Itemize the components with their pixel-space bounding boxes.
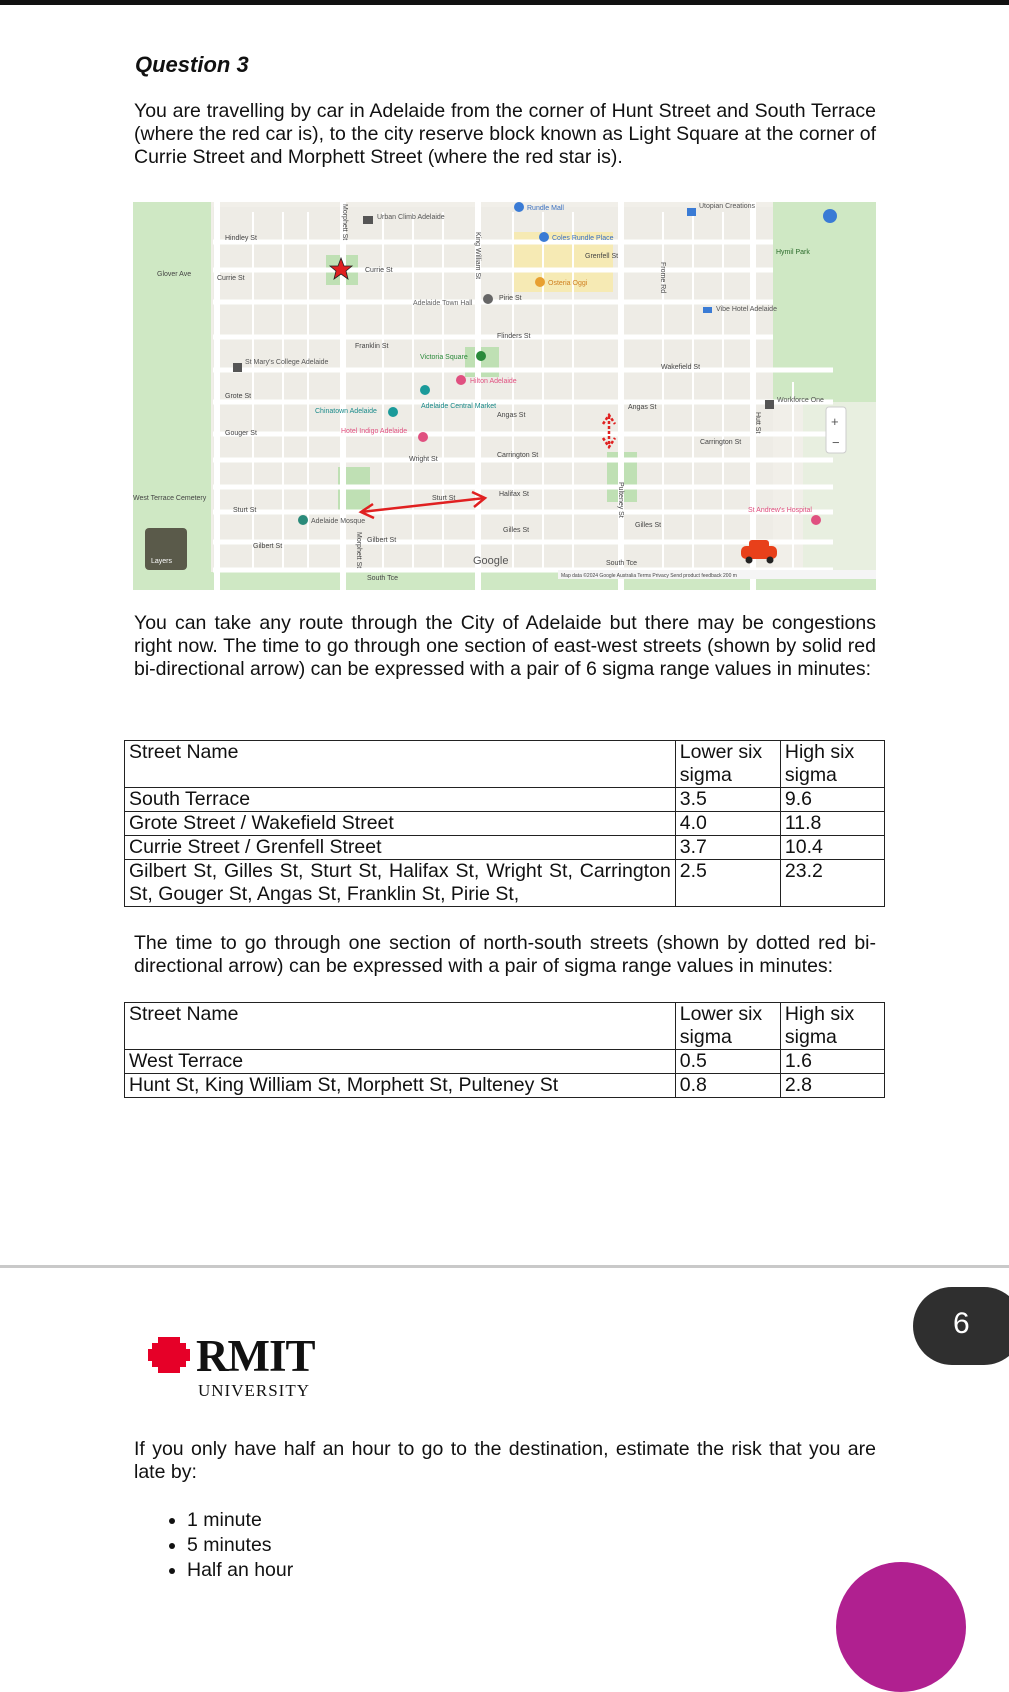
map-attribution[interactable]: Map data ©2024 Google Australia Terms Privacy Send product feedback 200 m (561, 573, 737, 579)
map-place-hilton: Hilton Adelaide (470, 378, 517, 385)
map-place-vibe-hotel: Vibe Hotel Adelaide (716, 306, 777, 313)
page-number-badge (913, 1287, 1009, 1365)
map-label-pirie: Pirie St (499, 295, 522, 302)
low-cell: 3.5 (675, 788, 780, 812)
high-cell: 23.2 (780, 860, 884, 907)
map-place-st-andrews: St Andrew's Hospital (748, 507, 812, 514)
low-cell: 0.5 (675, 1050, 780, 1074)
map-label-frome: Frome Rd (659, 262, 666, 294)
google-logo: Google (473, 555, 509, 567)
map-label-morphett: Morphett St (341, 204, 348, 241)
map-place-rundle-mall: Rundle Mall (527, 205, 564, 212)
zoom-out-icon[interactable]: − (832, 435, 840, 450)
map-label-flinders: Flinders St (497, 333, 531, 340)
map-label-cemetery: West Terrace Cemetery (133, 495, 207, 502)
map-label-carrington: Carrington St (497, 452, 539, 459)
map-place-victoria-square: Victoria Square (420, 354, 468, 361)
low-cell: 4.0 (675, 812, 780, 836)
list-item: • 5 minutes (187, 1533, 293, 1558)
question-intro: You are travelling by car in Adelaide from the corner of Hunt Street and South Terrace (where the red car is), to the city reserve block known as Light Square at the corner of Currie Street and Morphett Street (where the red star is). (134, 100, 876, 168)
map-label-grenfell: Grenfell St (585, 253, 619, 260)
layers-button[interactable] (145, 528, 187, 570)
map-label-franklin: Franklin St (355, 343, 389, 350)
header-high-sigma: High six sigma (780, 741, 884, 788)
layers-label: Layers (151, 558, 173, 565)
map-label-angas-east: Angas St (628, 404, 657, 411)
map-label-glover: Glover Ave (157, 271, 192, 278)
answer-options (163, 1508, 293, 1583)
street-cell: Hunt St, King William St, Morphett St, Pulteney St (125, 1074, 676, 1098)
low-cell: 2.5 (675, 860, 780, 907)
map-label-wright: Wright St (409, 456, 438, 463)
logo-sub: UNIVERSITY (198, 1381, 310, 1400)
map-profile-icon[interactable] (823, 209, 837, 223)
header-street-name: Street Name (125, 741, 676, 788)
table-row (125, 836, 885, 860)
header-street-name: Street Name (125, 1003, 676, 1050)
east-west-table (124, 740, 885, 907)
page-divider (0, 1265, 1009, 1268)
low-cell: 3.7 (675, 836, 780, 860)
map-label-grote: Grote St (225, 393, 252, 400)
map-label-gilbert: Gilbert St (253, 543, 283, 550)
map-label-sturt-mid: Sturt St (432, 495, 456, 502)
adelaide-map[interactable] (133, 202, 876, 590)
map-label-currie-west: Currie St (217, 275, 245, 282)
route-description: You can take any route through the City of Adelaide but there may be congestions right now. The time to go through one section of east-west streets (shown by solid red bi-directional arrow) can be expressed with a pair of 6 sigma range values in minutes: (134, 612, 876, 680)
table-header-row (125, 741, 885, 788)
final-question: If you only have half an hour to go to the destination, estimate the risk that you are late by: (134, 1438, 876, 1483)
map-label-south-tce: South Tce (367, 575, 399, 582)
logo-word: RMIT (196, 1331, 315, 1381)
map-label-halifax: Halifax St (499, 491, 529, 498)
table-row (125, 788, 885, 812)
map-place-osteria: Osteria Oggi (548, 280, 588, 287)
list-item: • Half an hour (187, 1558, 293, 1583)
north-south-description: The time to go through one section of north-south streets (shown by dotted red bi-directional arrow) can be expressed with a pair of sigma range values in minutes: (134, 932, 876, 977)
map-label-hindley: Hindley St (225, 235, 257, 242)
map-label-morphett-south: Morphett St (355, 532, 362, 569)
low-cell: 0.8 (675, 1074, 780, 1098)
map-label-wakefield: Wakefield St (661, 364, 701, 371)
page-number: 6 (953, 1307, 970, 1340)
question-title: Question 3 (135, 52, 249, 77)
list-item: • 1 minute (187, 1508, 293, 1533)
map-place-central-market: Adelaide Central Market (421, 403, 497, 410)
high-cell: 10.4 (780, 836, 884, 860)
map-label-south-tce-east: South Tce (606, 560, 638, 567)
street-cell: West Terrace (125, 1050, 676, 1074)
map-label-gouger: Gouger St (225, 430, 257, 437)
table-header-row (125, 1003, 885, 1050)
map-place-st-marys: St Mary's College Adelaide (245, 359, 329, 366)
rmit-pixel-icon (148, 1337, 190, 1373)
street-cell: Grote Street / Wakefield Street (125, 812, 676, 836)
table-row (125, 1074, 885, 1098)
street-cell: South Terrace (125, 788, 676, 812)
map-place-urban-climb: Urban Climb Adelaide (377, 214, 445, 221)
map-place-mosque: Adelaide Mosque (311, 518, 366, 525)
table-row (125, 812, 885, 836)
street-cell: Currie Street / Grenfell Street (125, 836, 676, 860)
map-place-hymil: Hymil Park (776, 249, 810, 256)
map-label-currie: Currie St (365, 267, 393, 274)
header-lower-sigma: Lower six sigma (675, 741, 780, 788)
header-high-sigma: High six sigma (780, 1003, 884, 1050)
map-label-gilles: Gilles St (503, 527, 530, 534)
high-cell: 11.8 (780, 812, 884, 836)
zoom-controls[interactable] (826, 407, 846, 453)
street-cell: Gilbert St, Gilles St, Sturt St, Halifax St, Wright St, Carrington St, Gouger St, Angas St, Franklin St, Pirie St, (125, 860, 676, 907)
map-label-sturt: Sturt St (233, 507, 257, 514)
map-place-workforce-one: Workforce One (777, 397, 824, 404)
zoom-in-icon[interactable]: + (831, 414, 839, 429)
map-place-chinatown: Chinatown Adelaide (315, 408, 377, 415)
map-label-angas: Angas St (497, 412, 526, 419)
map-label-gilles-east: Gilles St (635, 522, 662, 529)
high-cell: 9.6 (780, 788, 884, 812)
map-label-hutt: Hutt St (754, 412, 761, 434)
table-row (125, 1050, 885, 1074)
map-place-hotel-indigo: Hotel Indigo Adelaide (341, 428, 408, 435)
map-label-king-william: King William St (474, 232, 481, 280)
map-place-town-hall: Adelaide Town Hall (413, 300, 473, 307)
top-border (0, 0, 1009, 5)
map-label-carrington-east: Carrington St (700, 439, 742, 446)
map-label-gilbert-mid: Gilbert St (367, 537, 397, 544)
map-place-utopian: Utopian Creations (699, 203, 756, 210)
table-row (125, 860, 885, 907)
map-label-pulteney: Pulteney St (617, 482, 624, 518)
high-cell: 2.8 (780, 1074, 884, 1098)
north-south-table (124, 1002, 885, 1098)
floating-action-button[interactable] (836, 1562, 966, 1692)
map-place-coles: Coles Rundle Place (552, 235, 614, 242)
high-cell: 1.6 (780, 1050, 884, 1074)
header-lower-sigma: Lower six sigma (675, 1003, 780, 1050)
